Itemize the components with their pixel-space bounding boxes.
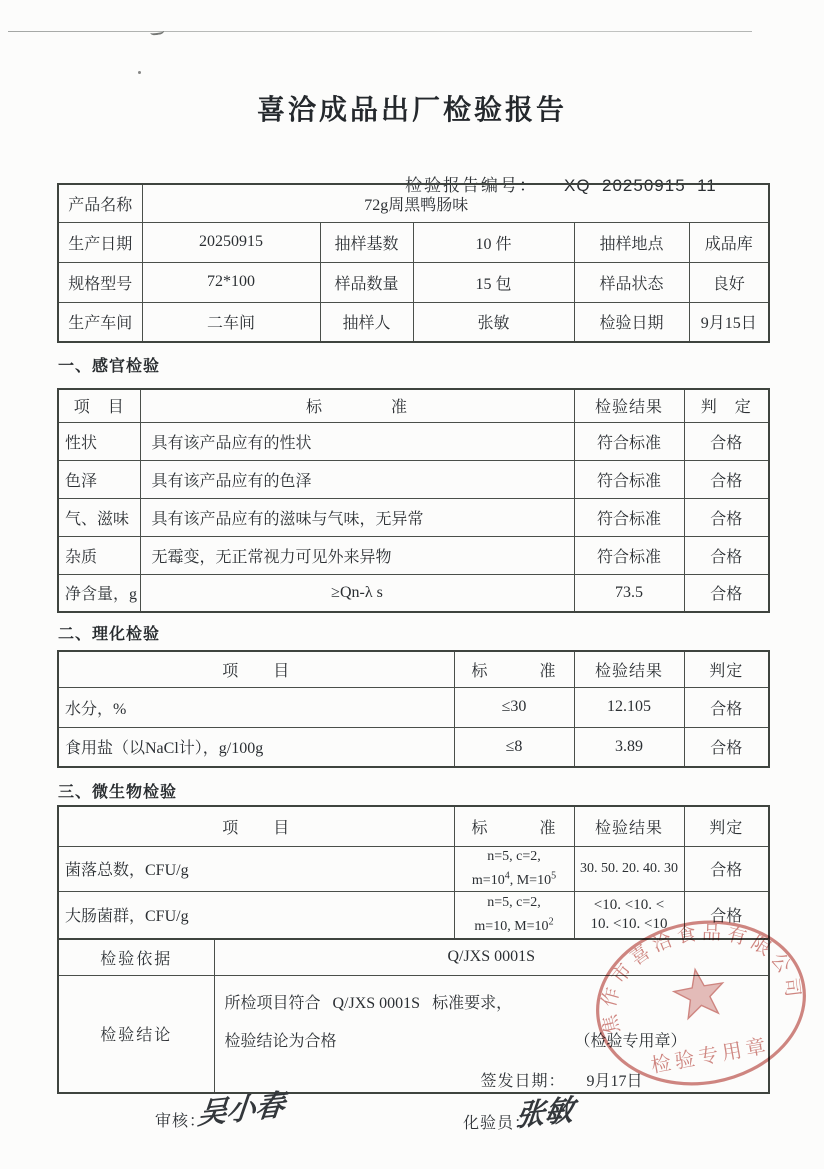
table-row <box>58 498 769 536</box>
section-title-physchem: 二、理化检验 <box>58 626 161 643</box>
item-cell: 食用盐（以NaCl计），g/100g <box>58 727 454 767</box>
standard-cell: ≥Qn-λ s <box>140 574 574 612</box>
info-label: 规格型号 <box>58 262 142 302</box>
company-stamp <box>588 915 814 1091</box>
info-value: 良好 <box>689 262 769 302</box>
standard-cell: ≤8 <box>454 727 574 767</box>
table-row <box>58 574 769 612</box>
info-label: 生产日期 <box>58 222 142 262</box>
table-row <box>58 262 769 302</box>
judge-cell: 合格 <box>684 891 769 939</box>
table-row <box>58 184 769 222</box>
conclusion-label: 检验结论 <box>58 975 214 1093</box>
result-cell: 符合标准 <box>574 536 684 574</box>
physchem-table <box>57 650 770 768</box>
table-row <box>58 422 769 460</box>
item-cell: 杂质 <box>58 536 140 574</box>
result-line2: 10. <10. <10 <box>590 915 668 932</box>
standard-cell <box>454 891 574 939</box>
basis-label: 检验依据 <box>58 939 214 975</box>
scan-artifact-line <box>8 31 752 32</box>
info-label: 抽样人 <box>320 302 413 342</box>
header-item: 项 目 <box>58 806 454 846</box>
result-cell: 符合标准 <box>574 498 684 536</box>
result-cell: 符合标准 <box>574 460 684 498</box>
info-label: 抽样基数 <box>320 222 413 262</box>
item-cell: 净含量，g <box>58 574 140 612</box>
conclusion-line2: 检验结论为合格 <box>224 1032 337 1050</box>
standard-line2: m=10, $M=10^2$ <box>474 916 554 935</box>
header-item: 项 目 <box>58 389 140 422</box>
item-cell: 水分，% <box>58 687 454 727</box>
table-row <box>58 536 769 574</box>
standard-cell: 无霉变，无正常视力可见外来异物 <box>140 536 574 574</box>
info-label: 样品状态 <box>574 262 689 302</box>
result-cell: 3.89 <box>574 727 684 767</box>
issue-date-label: 签发日期： <box>480 1072 566 1090</box>
table-header-row <box>58 389 769 422</box>
info-value: 20250915 <box>142 222 320 262</box>
judge-cell: 合格 <box>684 498 769 536</box>
header-result: 检验结果 <box>574 389 684 422</box>
table-row <box>58 727 769 767</box>
header-result: 检验结果 <box>574 651 684 687</box>
standard-cell: 具有该产品应有的色泽 <box>140 460 574 498</box>
tester-signature: 张敏 <box>514 1094 576 1133</box>
info-value: 张敏 <box>413 302 574 342</box>
standard-line1: n=5, c=2, <box>487 849 541 865</box>
scan-artifact-dot <box>138 71 141 74</box>
scan-artifact-mark <box>150 26 165 36</box>
product-info-table <box>57 183 770 343</box>
header-standard: 标 准 <box>454 806 574 846</box>
sensory-table <box>57 388 770 613</box>
result-line1: <10. <10. < <box>593 896 665 913</box>
item-cell: 色泽 <box>58 460 140 498</box>
issue-date-value: 9月17日 <box>586 1072 643 1090</box>
result-cell: 符合标准 <box>574 422 684 460</box>
info-value: 72*100 <box>142 262 320 302</box>
info-label: 检验日期 <box>574 302 689 342</box>
judge-cell: 合格 <box>684 574 769 612</box>
stamp-caption: 检验专用章 <box>649 1034 772 1078</box>
table-header-row <box>58 806 769 846</box>
star-icon <box>671 965 728 1020</box>
item-cell: 气、滋味 <box>58 498 140 536</box>
table-row <box>58 222 769 262</box>
tester-label: 化验员： <box>463 1115 532 1132</box>
table-header-row <box>58 651 769 687</box>
judge-cell: 合格 <box>684 727 769 767</box>
header-judge: 判定 <box>684 651 769 687</box>
standard-line2: $m=10^4$, $M=10^5$ <box>471 870 557 888</box>
basis-value: Q/JXS 0001S <box>214 939 769 975</box>
judge-cell: 合格 <box>684 687 769 727</box>
item-cell: 菌落总数，CFU/g <box>58 846 454 891</box>
judge-cell: 合格 <box>684 846 769 891</box>
result-cell: 73.5 <box>574 574 684 612</box>
judge-cell: 合格 <box>684 422 769 460</box>
info-value: 二车间 <box>142 302 320 342</box>
table-row <box>58 846 769 891</box>
result-cell: 30. 50. 20. 40. 30 <box>574 846 684 891</box>
info-label: 抽样地点 <box>574 222 689 262</box>
section-title-sensory: 一、感官检验 <box>58 358 161 375</box>
judge-cell: 合格 <box>684 460 769 498</box>
item-cell: 大肠菌群，CFU/g <box>58 891 454 939</box>
standard-line1: n=5, c=2, <box>487 895 541 911</box>
info-value: 10 件 <box>413 222 574 262</box>
table-row <box>58 302 769 342</box>
table-row <box>58 687 769 727</box>
report-number-value: XQ 20250915 11 <box>564 176 717 195</box>
judge-cell: 合格 <box>684 536 769 574</box>
report-title: 喜洽成品出厂检验报告 <box>256 94 567 125</box>
conclusion-line1: 所检项目符合 Q/JXS 0001S 标准要求， <box>224 994 513 1012</box>
header-result: 检验结果 <box>574 806 684 846</box>
header-standard: 标 准 <box>140 389 574 422</box>
review-label: 审核： <box>155 1113 207 1130</box>
standard-cell: 具有该产品应有的性状 <box>140 422 574 460</box>
header-standard: 标 准 <box>454 651 574 687</box>
info-label-product: 产品名称 <box>58 184 142 222</box>
report-number-label: 检验报告编号： <box>405 176 538 195</box>
seal-note: （检验专用章） <box>574 1032 687 1050</box>
info-value: 15 包 <box>413 262 574 302</box>
header-judge: 判 定 <box>684 389 769 422</box>
info-value: 9月15日 <box>689 302 769 342</box>
standard-cell: ≤30 <box>454 687 574 727</box>
stamp-company-text: 焦作市喜洽食品有限公司 <box>598 922 804 1036</box>
result-cell: 12.105 <box>574 687 684 727</box>
info-value-product: 72g周黑鸭肠味 <box>142 184 769 222</box>
section-title-micro: 三、微生物检验 <box>58 784 178 801</box>
table-row <box>58 460 769 498</box>
item-cell: 性状 <box>58 422 140 460</box>
info-label: 样品数量 <box>320 262 413 302</box>
info-label: 生产车间 <box>58 302 142 342</box>
header-item: 项 目 <box>58 651 454 687</box>
header-judge: 判定 <box>684 806 769 846</box>
info-value: 成品库 <box>689 222 769 262</box>
standard-cell <box>454 846 574 891</box>
standard-cell: 具有该产品应有的滋味与气味，无异常 <box>140 498 574 536</box>
review-signature: 吴小春 <box>196 1089 287 1131</box>
